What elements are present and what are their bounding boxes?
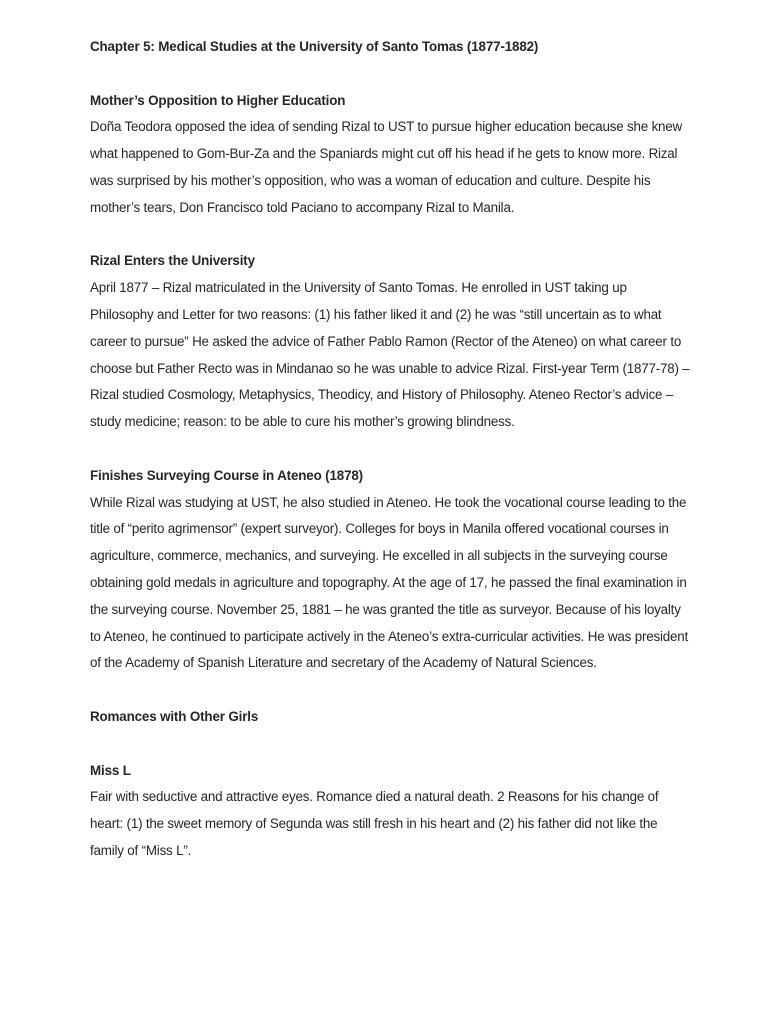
section-heading: Finishes Surveying Course in Ateneo (1878) bbox=[90, 467, 363, 483]
section-rizal-enters-university bbox=[90, 248, 690, 436]
section-heading: Rizal Enters the University bbox=[90, 253, 255, 269]
section-heading: Mother’s Opposition to Higher Education bbox=[90, 92, 346, 108]
section-romances bbox=[90, 704, 690, 731]
section-surveying-course bbox=[90, 463, 690, 677]
section-paragraph: Doña Teodora opposed the idea of sending Rizal to UST to pursue higher education because she knew what happened to Gom-Bur-Za and the Spaniards might cut off his head if he gets to know more. Rizal was surprised by his mother’s opposition, who was a woman of education and culture. Despite his mother’s tears, Don Francisco told Paciano to accompany Rizal to Manila. bbox=[90, 119, 683, 215]
section-paragraph: April 1877 – Rizal matriculated in the University of Santo Tomas. He enrolled in UST taking up Philosophy and Letter for two reasons: (1) his father liked it and (2) he was “still uncertain as to what career to pursue” He asked the advice of Father Pablo Ramon (Rector of the Ateneo) on what career to choose but Father Recto was in Mindanao so he was unable to advice Rizal. First-year Term (1877-78) – Rizal studied Cosmology, Metaphysics, Theodicy, and History of Philosophy. Ateneo Rector’s advice – study medicine; reason: to be able to cure his mother’s growing blindness. bbox=[90, 280, 690, 430]
section-heading: Miss L bbox=[90, 762, 131, 778]
section-miss-l bbox=[90, 758, 690, 865]
section-mothers-opposition bbox=[90, 88, 690, 222]
document-page bbox=[90, 34, 690, 865]
section-paragraph: While Rizal was studying at UST, he also studied in Ateneo. He took the vocational course leading to the title of “perito agrimensor” (expert surveyor). Colleges for boys in Manila offered vocational courses in agriculture, commerce, mechanics, and surveying. He excelled in all subjects in the surveying course obtaining gold medals in agriculture and topography. At the age of 17, he passed the final examination in the surveying course. November 25, 1881 – he was granted the title as surveyor. Because of his loyalty to Ateneo, he continued to participate actively in the Ateneo’s extra-curricular activities. He was president of the Academy of Spanish Literature and secretary of the Academy of Natural Sciences. bbox=[90, 494, 688, 671]
section-heading: Romances with Other Girls bbox=[90, 708, 259, 724]
document-title: Chapter 5: Medical Studies at the University of Santo Tomas (1877-1882) bbox=[90, 39, 539, 54]
section-paragraph: Fair with seductive and attractive eyes. Romance died a natural death. 2 Reasons for his change of heart: (1) the sweet memory of Segunda was still fresh in his heart and (2) his father did not like the family of “Miss L”. bbox=[90, 789, 659, 858]
